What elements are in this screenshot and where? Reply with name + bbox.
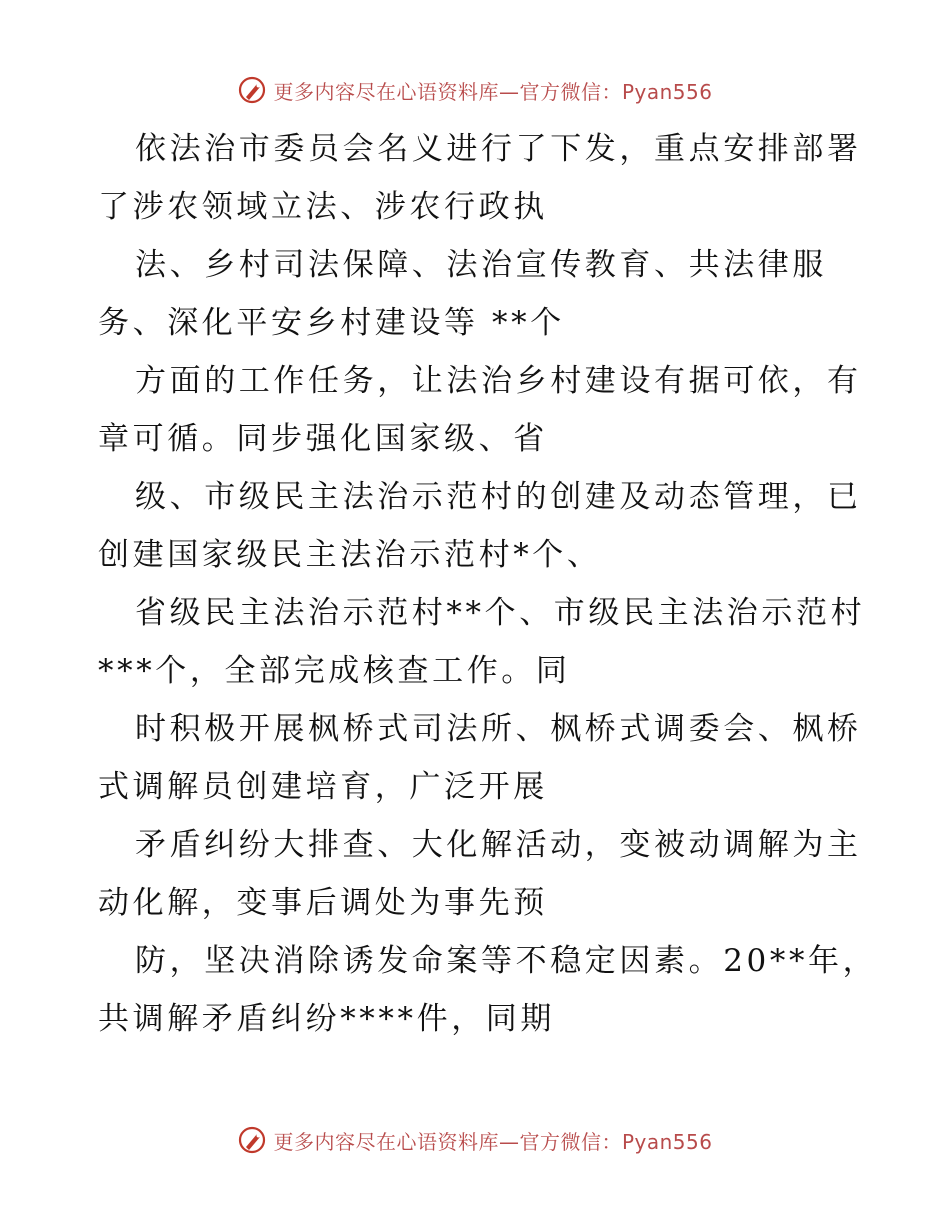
text-line: ***个，全部完成核查工作。同 [98, 653, 571, 689]
header-banner-text [273, 76, 712, 105]
header-banner-sep: — [498, 79, 520, 104]
footer-banner-wechat: 官方微信：Pyan556 [519, 1129, 713, 1154]
footer-banner-text [273, 1126, 712, 1155]
text-line: 省级民主法治示范村**个、市级民主法治示范村 [135, 595, 866, 631]
footer-banner-main: 更多内容尽在心语资料库 [273, 1129, 499, 1154]
pen-swirl-logo-icon [237, 75, 267, 105]
text-line: 了涉农领域立法、涉农行政执 [98, 189, 548, 225]
text-line: 章可循。同步强化国家级、省 [98, 421, 548, 457]
text-line: 时积极开展枫桥式司法所、枫桥式调委会、枫桥 [135, 711, 862, 747]
header-banner [0, 70, 950, 110]
text-line: 共调解矛盾纠纷****件，同期 [98, 1001, 555, 1037]
pen-swirl-logo-icon [237, 1125, 267, 1155]
text-line: 式调解员创建培育，广泛开展 [98, 769, 548, 805]
text-line: 动化解，变事后调处为事先预 [98, 885, 548, 921]
text-line: 依法治市委员会名义进行了下发，重点安排部署 [135, 131, 862, 167]
footer-banner-sep: — [498, 1129, 520, 1154]
text-line: 务、深化平安乡村建设等 **个 [98, 305, 565, 341]
header-banner-main: 更多内容尽在心语资料库 [273, 79, 499, 104]
text-line: 防，坚决消除诱发命案等不稳定因素。20**年， [135, 943, 878, 979]
text-line: 级、市级民主法治示范村的创建及动态管理，已 [135, 479, 862, 515]
document-body [98, 120, 878, 1048]
text-line: 创建国家级民主法治示范村*个、 [98, 537, 602, 573]
text-line: 方面的工作任务，让法治乡村建设有据可依，有 [135, 363, 862, 399]
header-banner-wechat: 官方微信：Pyan556 [519, 79, 713, 104]
footer-banner [0, 1120, 950, 1160]
text-line: 法、乡村司法保障、法治宣传教育、共法律服 [135, 247, 827, 283]
text-line: 矛盾纠纷大排查、大化解活动，变被动调解为主 [135, 827, 862, 863]
